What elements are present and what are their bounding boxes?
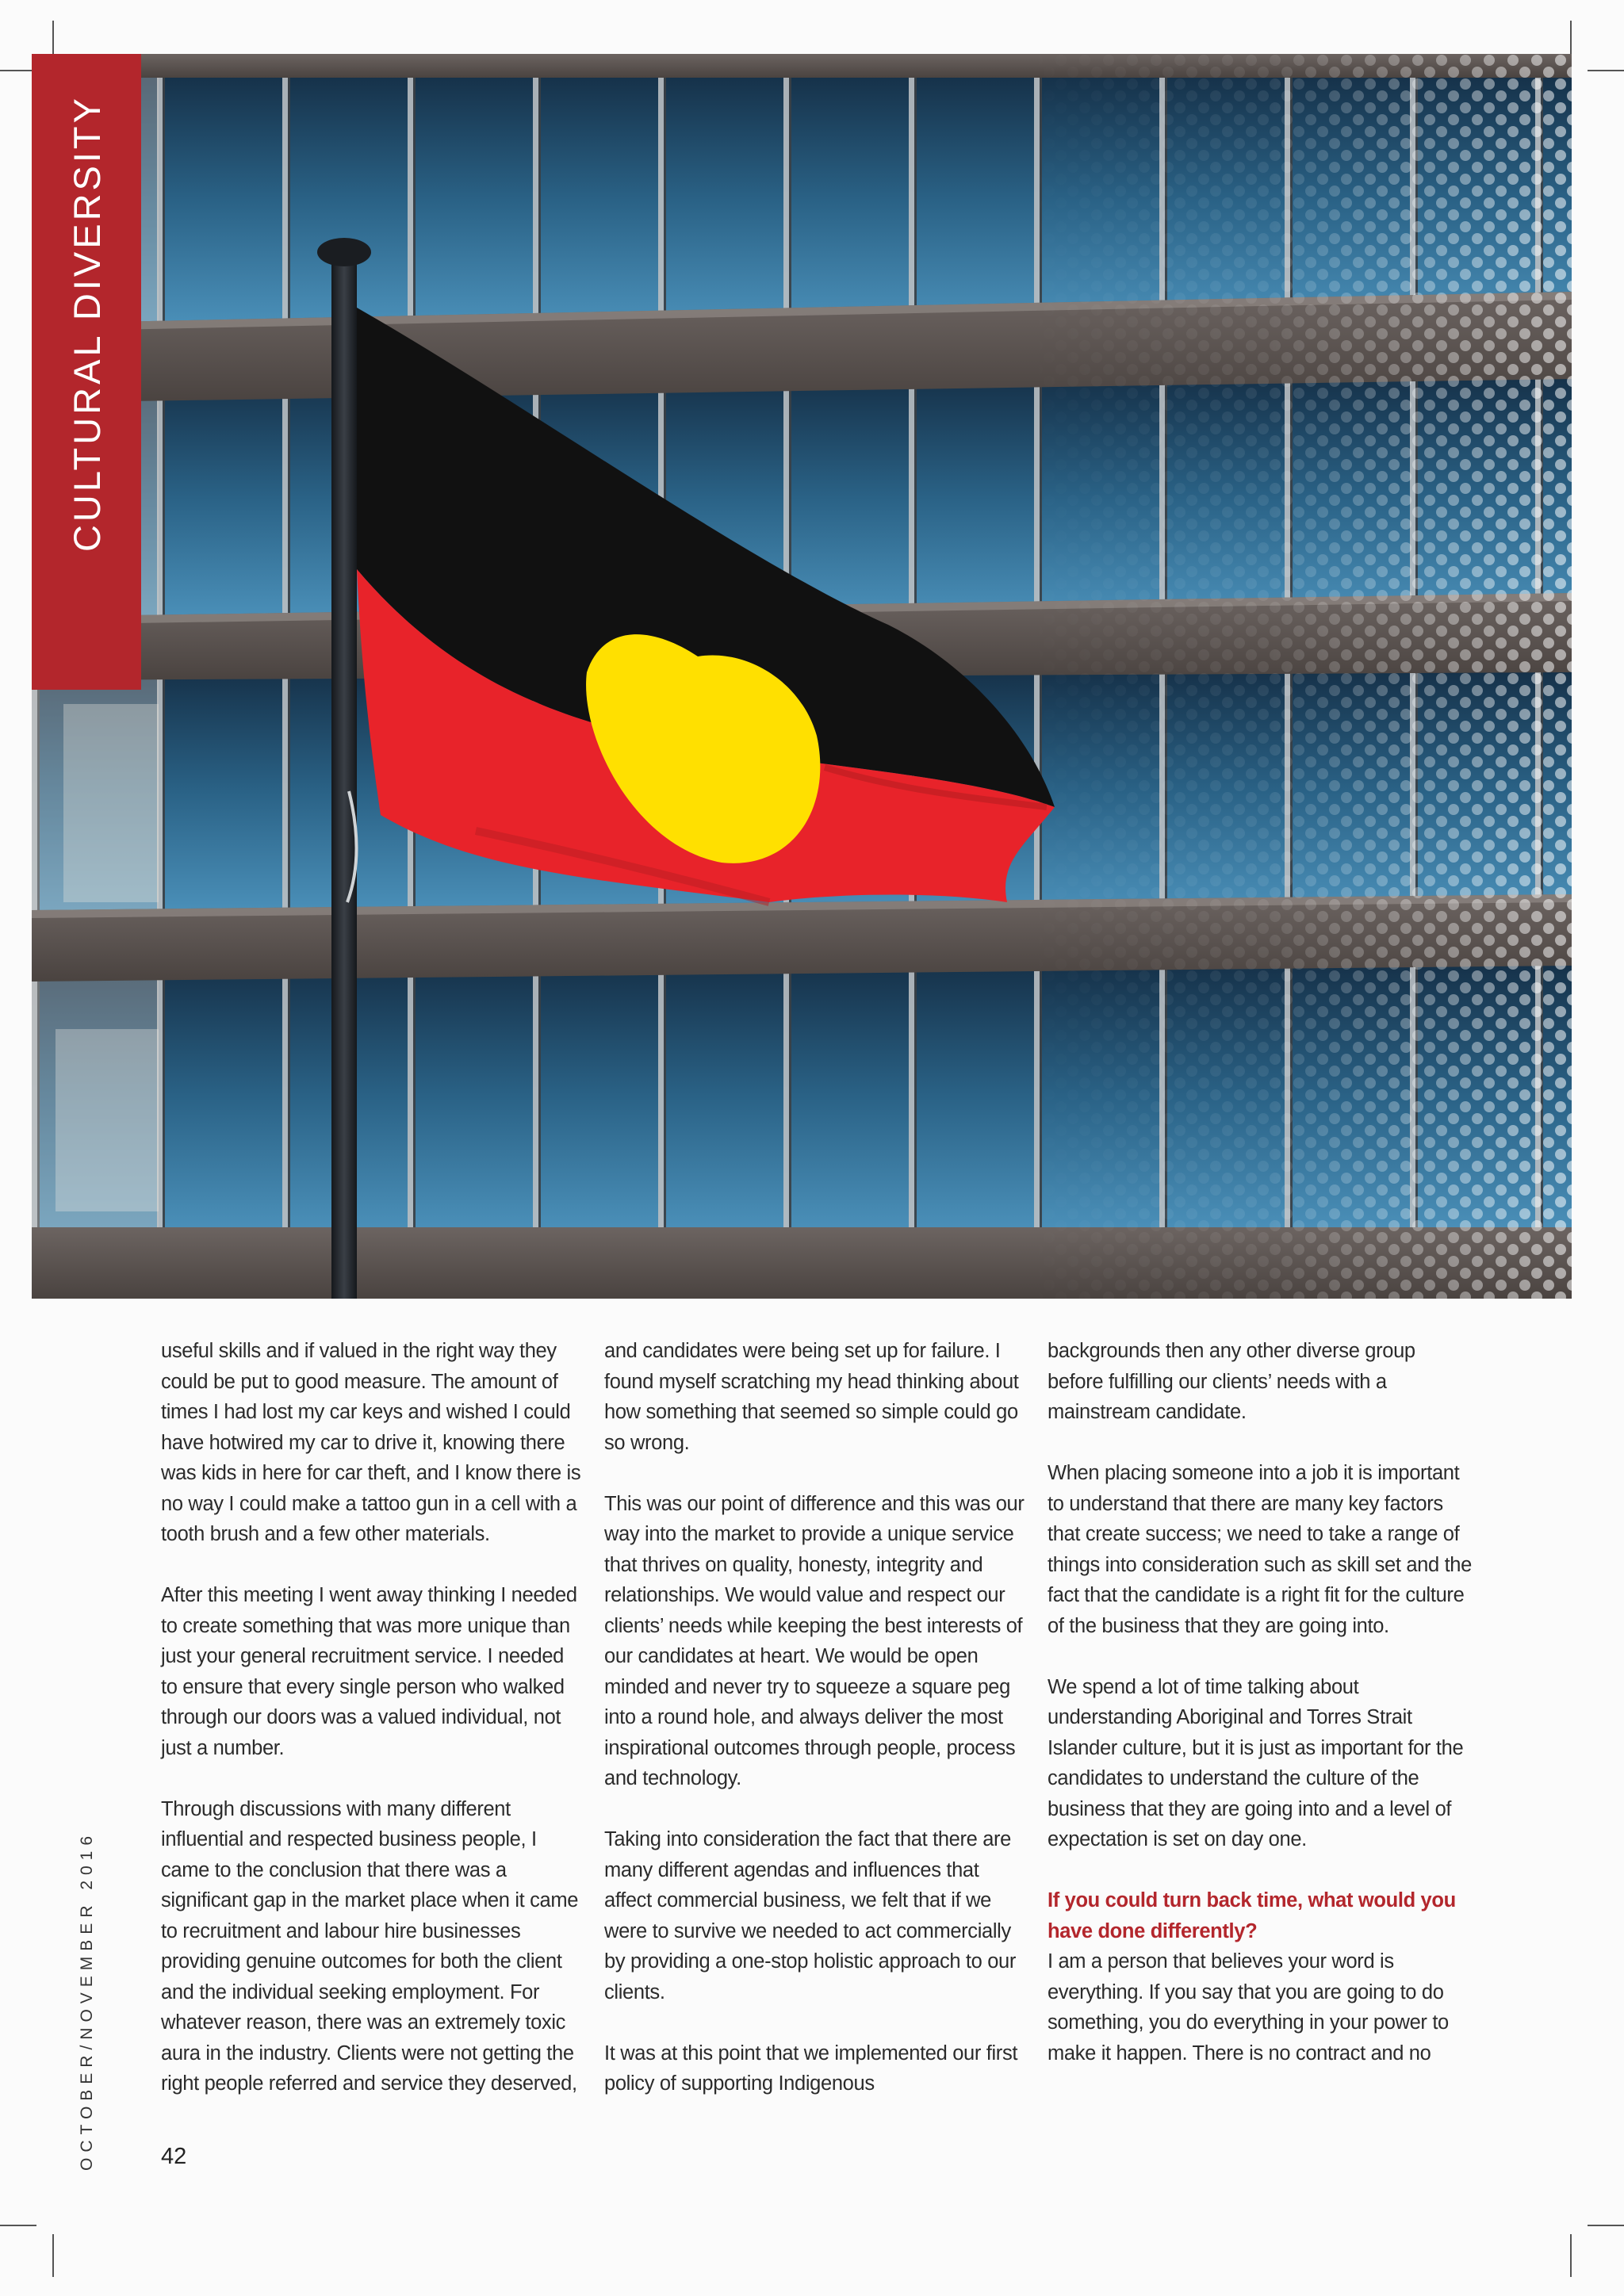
paragraph: backgrounds then any other diverse group before fulfilling our clients’ needs with a mainstream candidate. — [1048, 1340, 1415, 1423]
issue-date: OCTOBER/NOVEMBER 2016 — [78, 1830, 96, 2171]
article-column-1 — [161, 1336, 585, 2099]
paragraph: We spend a lot of time talking about understanding Aboriginal and Torres Strait Islander culture, but it is just as important for the candidates to understand the culture of the business that they are going into and a level of expectation is set on day one. — [1048, 1675, 1464, 1850]
article-column-3 — [1048, 1336, 1472, 2068]
paragraph: It was at this point that we implemented our first policy of supporting Indigenous — [604, 2042, 1018, 2095]
interview-answer: I am a person that believes your word is everything. If you say that you are going to do something, you do everything in your power to make it happen. There is no contract and no — [1048, 1950, 1449, 2064]
paragraph: Taking into consideration the fact that there are many different agendas and influences that affect commercial business, we felt that if we were to survive we needed to act commercially by providing a one-stop holistic approach to our clients. — [604, 1828, 1017, 2003]
paragraph: This was our point of difference and this was our way into the market to provide a unique service that thrives on quality, honesty, integrity and relationships. We would value and respect our clients’ needs while keeping the best interests of our candidates at heart. We would be open minded and never try to squeeze a square peg into a round hole, and always deliver the most inspirational outcomes through people, process and technology. — [604, 1492, 1025, 1789]
flagpole — [331, 252, 357, 1299]
hero-photo — [32, 54, 1572, 1299]
paragraph: and candidates were being set up for failure. I found myself scratching my head thinking about how something that seemed so simple could go so wrong. — [604, 1340, 1019, 1454]
section-label: CULTURAL DIVERSITY — [65, 95, 108, 553]
paragraph: useful skills and if valued in the right way they could be put to good measure. The amount of times I had lost my car keys and wished I could have hotwired my car to drive it, knowing there was kids in here for car theft, and I know there is no way I could make a tattoo gun in a cell with a tooth brush and a few other materials. — [161, 1340, 581, 1545]
flagpole-finial — [317, 238, 371, 266]
crop-mark — [1588, 70, 1624, 71]
crop-mark — [0, 2225, 36, 2226]
page-number: 42 — [161, 2144, 187, 2169]
crop-mark — [1588, 2225, 1624, 2226]
crop-mark — [1570, 2234, 1572, 2277]
paragraph: Through discussions with many different influential and respected business people, I came to the conclusion that there was a significant gap in the market place when it came to recruitment and labour hire businesses providing genuine outcomes for both the client and the individual seeking employment. For whatever reason, there was an extremely toxic aura in the industry. Clients were not getting the right people referred and service they deserved, — [161, 1797, 579, 2095]
section-tab — [32, 54, 141, 690]
crop-mark — [52, 2234, 54, 2277]
article-column-2 — [604, 1336, 1028, 2099]
paragraph: After this meeting I went away thinking I needed to create something that was more unique than just your general recruitment service. I needed to ensure that every single person who walked through our doors was a valued individual, not just a number. — [161, 1584, 577, 1759]
interview-question: If you could turn back time, what would you have done differently? — [1048, 1889, 1456, 1942]
paragraph: When placing someone into a job it is important to understand that there are many key factors that create success; we need to take a range of things into consideration such as skill set and the fact that the candidate is a right fit for the culture of the business that they are going into. — [1048, 1462, 1472, 1637]
